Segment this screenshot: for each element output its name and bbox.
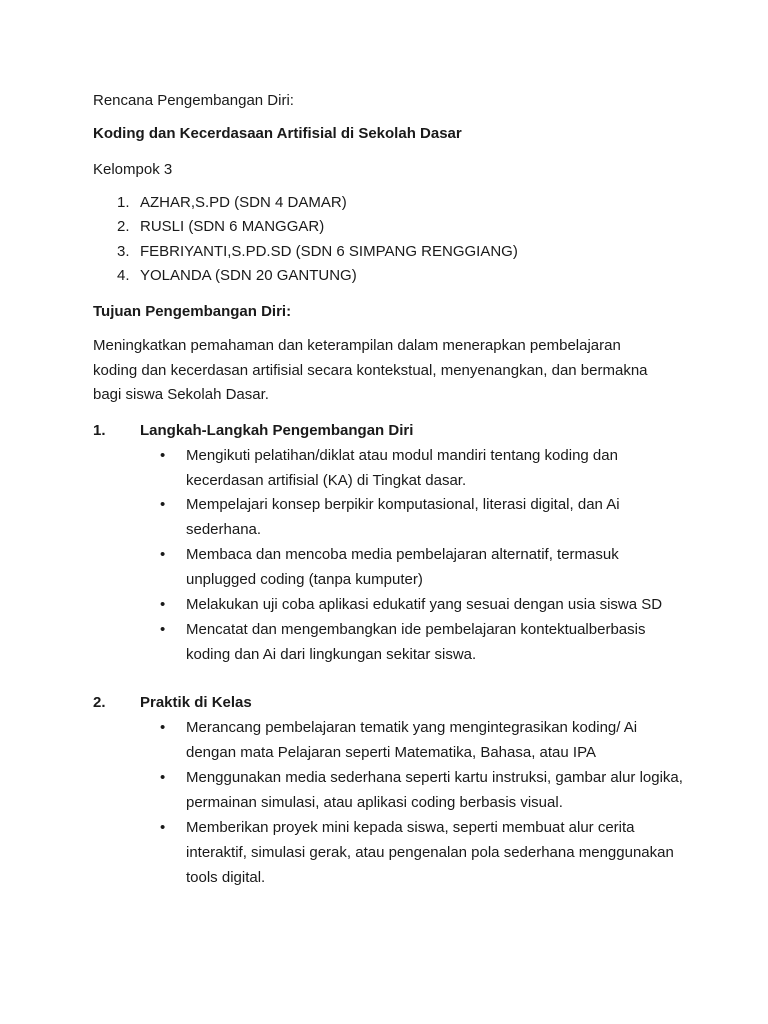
section-number: 2. [93, 694, 106, 711]
bullet-icon: • [160, 596, 166, 613]
bullet-icon: • [160, 447, 166, 464]
member-item: YOLANDA (SDN 20 GANTUNG) [140, 267, 357, 284]
bullet-icon: • [160, 621, 166, 638]
member-item: RUSLI (SDN 6 MANGGAR) [140, 218, 325, 235]
member-item: AZHAR,S.PD (SDN 4 DAMAR) [140, 194, 347, 211]
member-number: 4. [117, 267, 130, 284]
list-item: Mencatat dan mengembangkan ide pembelajaran kontektualberbasis koding dan Ai dari lingkungan sekitar siswa. [186, 621, 646, 663]
list-item: Membaca dan mencoba media pembelajaran alternatif, termasuk unplugged coding (tanpa kumputer) [186, 546, 619, 588]
member-number: 3. [117, 243, 130, 260]
document-title: Rencana Pengembangan Diri: [93, 92, 294, 109]
list-item: Menggunakan media sederhana seperti kartu instruksi, gambar alur logika, permainan simulasi, atau aplikasi coding berbasis visual. [186, 769, 683, 811]
member-item: FEBRIYANTI,S.PD.SD (SDN 6 SIMPANG RENGGIANG) [140, 243, 518, 260]
bullet-icon: • [160, 769, 166, 786]
document-subtitle: Koding dan Kecerdasaan Artifisial di Sekolah Dasar [93, 125, 462, 142]
section-title: Langkah-Langkah Pengembangan Diri [140, 422, 414, 439]
goal-line: koding dan kecerdasan artifisial secara kontekstual, menyenangkan, dan bermakna [93, 362, 648, 379]
section-number: 1. [93, 422, 106, 439]
list-item: Memberikan proyek mini kepada siswa, seperti membuat alur cerita interaktif, simulasi gerak, atau pengenalan pola sederhana menggunakan tools digital. [186, 819, 674, 886]
list-item: Mempelajari konsep berpikir komputasional, literasi digital, dan Ai sederhana. [186, 496, 620, 538]
goal-line: bagi siswa Sekolah Dasar. [93, 386, 269, 403]
goal-title: Tujuan Pengembangan Diri: [93, 303, 292, 320]
bullet-icon: • [160, 546, 166, 563]
member-number: 2. [117, 218, 130, 235]
section-title: Praktik di Kelas [140, 694, 252, 711]
goal-line: Meningkatkan pemahaman dan keterampilan dalam menerapkan pembelajaran [93, 337, 621, 354]
bullet-icon: • [160, 819, 166, 836]
list-item: Mengikuti pelatihan/diklat atau modul mandiri tentang koding dan kecerdasan artifisial (KA) di Tingkat dasar. [186, 447, 618, 489]
bullet-icon: • [160, 496, 166, 513]
bullet-icon: • [160, 719, 166, 736]
group-label: Kelompok 3 [93, 161, 173, 178]
member-number: 1. [117, 194, 130, 211]
list-item: Melakukan uji coba aplikasi edukatif yang sesuai dengan usia siswa SD [186, 596, 663, 613]
list-item: Merancang pembelajaran tematik yang mengintegrasikan koding/ Ai dengan mata Pelajaran seperti Matematika, Bahasa, atau IPA [186, 719, 638, 761]
